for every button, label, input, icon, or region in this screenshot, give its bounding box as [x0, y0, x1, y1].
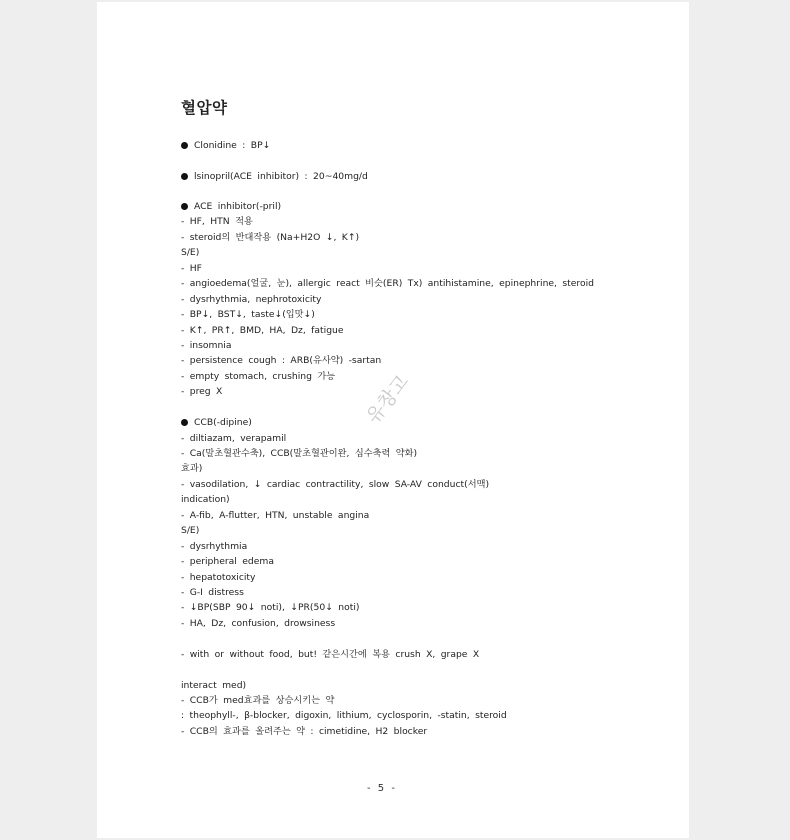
- line-text: CCB(-dipine): [194, 417, 252, 428]
- text-line: - hepatotoxicity: [181, 572, 256, 583]
- line-text: lsinopril(ACE inhibitor) : 20~40mg/d: [194, 171, 368, 182]
- text-line: - HF, HTN 적용: [181, 216, 253, 227]
- text-line: - diltiazam, verapamil: [181, 433, 287, 444]
- line-text: Clonidine : BP↓: [194, 140, 271, 151]
- document-page: [97, 2, 689, 838]
- text-line: - CCB가 med효과를 상승시키는 약: [181, 695, 335, 706]
- text-line: - with or without food, but! 같은시간에 복용 crush X, grape X: [181, 649, 480, 660]
- text-line: - Ca(말초혈관수축), CCB(말초혈관이완, 심수축력 약화): [181, 448, 418, 459]
- text-line: - peripheral edema: [181, 556, 274, 567]
- text-line: - ↓BP(SBP 90↓ noti), ↓PR(50↓ noti): [181, 602, 360, 613]
- text-line: - A-fib, A-flutter, HTN, unstable angina: [181, 510, 370, 521]
- text-line: 효과): [181, 463, 203, 474]
- bullet-icon: [181, 142, 188, 149]
- text-line: - vasodilation, ↓ cardiac contractility, slow SA-AV conduct(서맥): [181, 479, 490, 490]
- page-number: - 5 -: [367, 783, 395, 794]
- text-line: - CCB의 효과를 올려주는 약 : cimetidine, H2 blocker: [181, 726, 428, 737]
- text-line: : theophyll-, β-blocker, digoxin, lithium, cyclosporin, -statin, steroid: [181, 710, 507, 721]
- text-line: - HA, Dz, confusion, drowsiness: [181, 618, 336, 629]
- text-line: S/E): [181, 247, 200, 258]
- bullet-icon: [181, 203, 188, 210]
- text-line: - HF: [181, 263, 202, 274]
- text-line: - G-I distress: [181, 587, 244, 598]
- watermark: 유창고: [362, 371, 414, 429]
- bullet-item: [181, 170, 368, 184]
- text-line: - steroid의 반대작용 (Na+H2O ↓, K↑): [181, 232, 360, 243]
- line-text: ACE inhibitor(-pril): [194, 201, 282, 212]
- text-line: S/E): [181, 525, 200, 536]
- text-line: - BP↓, BST↓, taste↓(입맛↓): [181, 309, 315, 320]
- text-line: - dysrhythmia, nephrotoxicity: [181, 294, 322, 305]
- text-line: - K↑, PR↑, BMD, HA, Dz, fatigue: [181, 325, 344, 336]
- text-line: indication): [181, 494, 230, 505]
- text-line: interact med): [181, 680, 247, 691]
- bullet-item: [181, 200, 281, 214]
- text-line: - dysrhythmia: [181, 541, 248, 552]
- bullet-item: [181, 416, 252, 430]
- page-heading: 혈압약: [181, 99, 228, 117]
- text-line: - preg X: [181, 386, 223, 397]
- bullet-item: [181, 139, 270, 153]
- bullet-icon: [181, 173, 188, 180]
- bullet-icon: [181, 419, 188, 426]
- text-line: - empty stomach, crushing 가능: [181, 371, 336, 382]
- text-line: - angioedema(얼굴, 눈), allergic react 비슷(ER) Tx) antihistamine, epinephrine, steroid: [181, 278, 595, 289]
- text-line: - insomnia: [181, 340, 232, 351]
- text-line: - persistence cough : ARB(유사약) -sartan: [181, 355, 382, 366]
